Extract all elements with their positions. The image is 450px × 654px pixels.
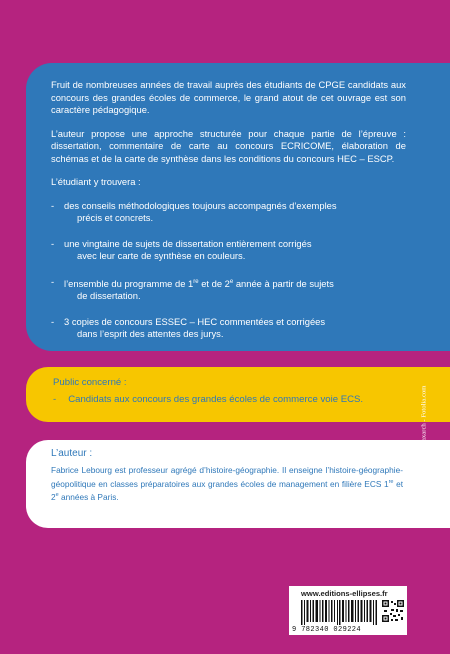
item-text-continued: de dissertation.: [77, 290, 141, 302]
list-item: [51, 316, 406, 341]
lead-paragraph: L’étudiant y trouvera :: [51, 176, 141, 187]
author-title: L’auteur :: [51, 448, 93, 459]
dash-bullet: -: [51, 315, 55, 327]
isbn-digits: 9 782340 029224: [292, 626, 362, 634]
item-text: des conseils méthodologiques toujours accompagnés d’exemples: [64, 199, 337, 211]
qr-code-icon: [382, 600, 404, 622]
website-label: www.editions-ellipses.fr: [301, 589, 388, 598]
feature-list: [51, 200, 406, 341]
item-text: l’ensemble du programme de 1re et de 2e année à partir de sujets: [64, 277, 334, 289]
barcode-icon: [301, 600, 378, 625]
description-block: [51, 79, 406, 354]
dash-bullet: -: [51, 237, 55, 249]
credit-wrap: [416, 368, 432, 540]
list-item: [51, 276, 406, 303]
dash-bullet: -: [53, 394, 57, 405]
public-title: Public concerné :: [53, 377, 127, 388]
item-text: une vingtaine de sujets de dissertation entièrement corrigés: [64, 237, 312, 249]
dash-bullet: -: [51, 275, 55, 287]
public-item-text: Candidats aux concours des grandes écoles de commerce voie ECS.: [68, 394, 364, 405]
list-item: [51, 200, 406, 225]
item-text-continued: dans l’esprit des attentes des jurys.: [77, 328, 224, 340]
public-item: [53, 394, 363, 405]
list-item: [51, 238, 406, 263]
item-text: 3 copies de concours ESSEC – HEC commentées et corrigées: [64, 315, 326, 327]
illustration-credit: Illustration de couverture : © taxarch - Fotolia.com: [420, 385, 428, 523]
approach-paragraph: L’auteur propose une approche structurée pour chaque partie de l’épreuve : dissertation, commentaire de carte au concours ECRICOME, élaboration de schémas et de la carte de synthèse dans les conditions du concours HEC – ESCP.: [51, 127, 406, 164]
item-text-continued: avec leur carte de synthèse en couleurs.: [77, 250, 246, 261]
intro-paragraph: Fruit de nombreuses années de travail auprès des étudiants de CPGE candidats aux concours des grandes écoles de commerce, le grand atout de cet ouvrage est son caractère pédagogique.: [51, 79, 406, 115]
item-text-continued: précis et concrets.: [77, 212, 154, 223]
dash-bullet: -: [51, 199, 55, 211]
author-text: Fabrice Lebourg est professeur agrégé d’histoire-géographie. Il enseigne l’histoire-géographie-géopolitique en classes préparatoires aux grandes écoles de management en filière ECS 1re et 2e années à Paris.: [51, 465, 403, 502]
